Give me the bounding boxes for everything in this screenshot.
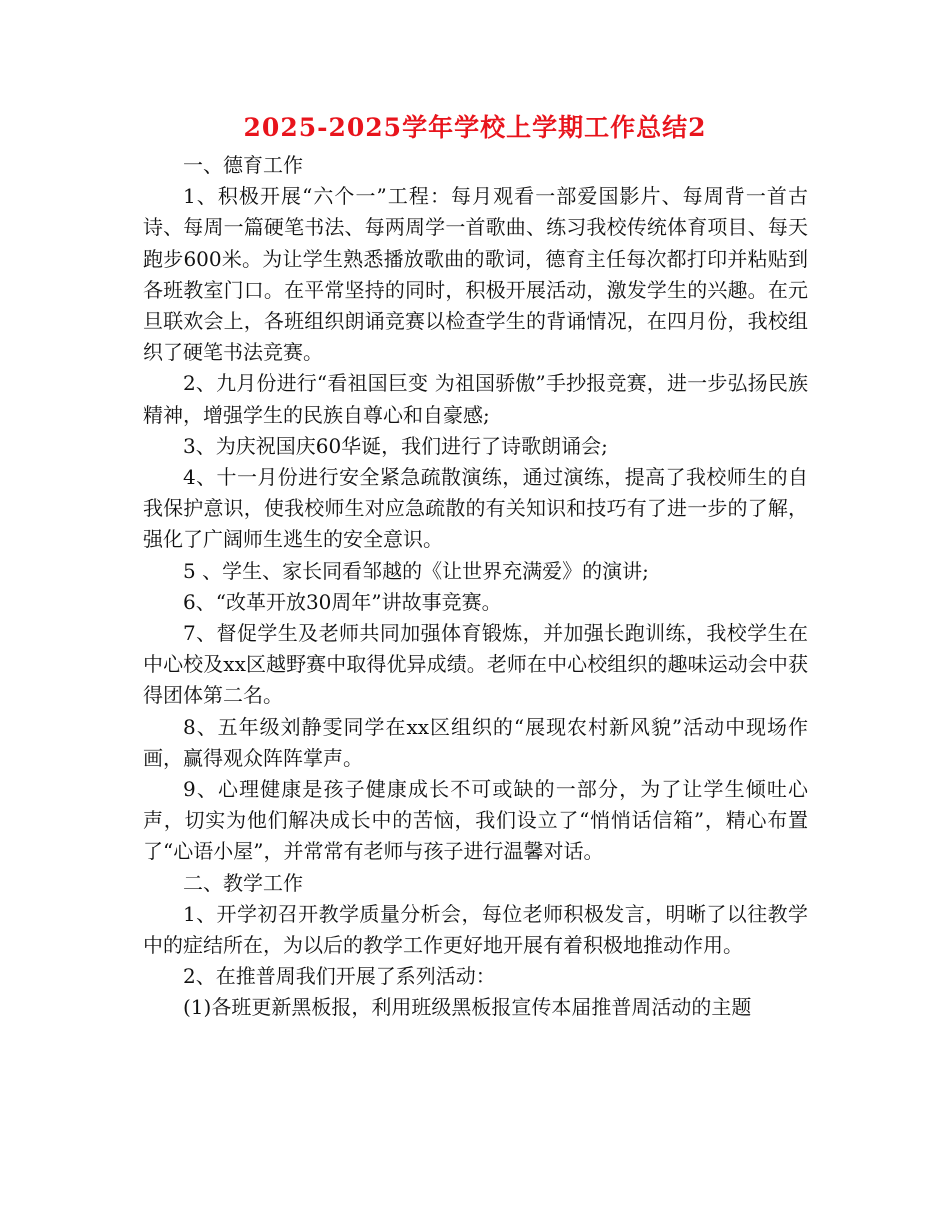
section-heading-teaching: 二、教学工作 <box>183 870 303 895</box>
section-heading-moral-education: 一、德育工作 <box>183 153 303 177</box>
document-body <box>143 150 808 1024</box>
paragraph: 7、督促学生及老师共同加强体育锻炼，并加强长跑训练，我校学生在中心校及xx区越野赛中取得优异成绩。老师在中心校组织的趣味运动会中获得团体第二名。 <box>143 621 808 708</box>
paragraph: 6、“改革开放30周年”讲故事竞赛。 <box>183 589 502 614</box>
paragraph: 1、积极开展“六个一”工程：每月观看一部爱国影片、每周背一首古诗、每周一篇硬笔书法、每两周学一首歌曲、练习我校传统体育项目、每天跑步600米。为让学生熟悉播放歌曲的歌词，德育主任每次都打印并粘贴到各班教室门口。在平常坚持的同时，积极开展活动，激发学生的兴趣。在元旦联欢会上，各班组织朗诵竞赛以检查学生的背诵情况，在四月份，我校组织了硬笔书法竞赛。 <box>143 184 808 365</box>
paragraph: 3、为庆祝国庆60华诞，我们进行了诗歌朗诵会; <box>183 433 608 458</box>
paragraph: 5 、学生、家长同看邹越的《让世界充满爱》的演讲; <box>183 558 649 583</box>
paragraph: 2、在推普周我们开展了系列活动： <box>183 964 496 989</box>
paragraph: 1、开学初召开教学质量分析会，每位老师积极发言，明晰了以往教学中的症结所在，为以后的教学工作更好地开展有着积极地推动作用。 <box>143 901 808 958</box>
document-title: 2025-2025学年学校上学期工作总结2 <box>243 113 707 142</box>
paragraph: 8、五年级刘静雯同学在xx区组织的“展现农村新风貌”活动中现场作画，赢得观众阵阵掌声。 <box>143 714 808 770</box>
paragraph: 9、心理健康是孩子健康成长不可或缺的一部分，为了让学生倾吐心声，切实为他们解决成长中的苦恼，我们设立了“悄悄话信箱”，精心布置了“心语小屋”，并常常有老师与孩子进行温馨对话。 <box>143 777 808 864</box>
paragraph: 2、九月份进行“看祖国巨变 为祖国骄傲”手抄报竞赛，进一步弘扬民族精神，增强学生的民族自尊心和自豪感; <box>143 371 808 427</box>
paragraph: (1)各班更新黑板报，利用班级黑板报宣传本届推普周活动的主题 <box>183 995 752 1020</box>
paragraph: 4、十一月份进行安全紧急疏散演练，通过演练，提高了我校师生的自我保护意识，使我校师生对应急疏散的有关知识和技巧有了进一步的了解，强化了广阔师生逃生的安全意识。 <box>143 465 808 552</box>
